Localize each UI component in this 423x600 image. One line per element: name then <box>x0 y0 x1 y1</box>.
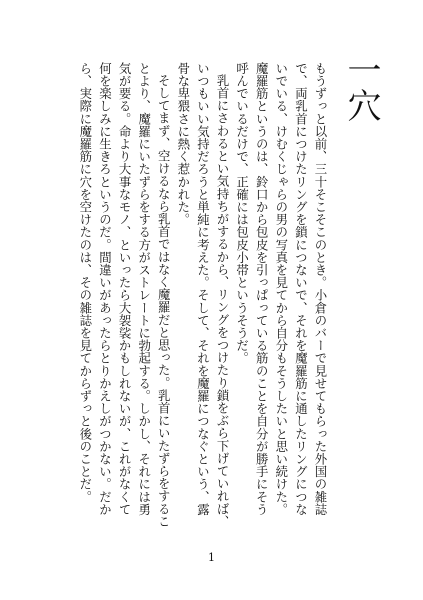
paragraph: もうずっと以前、三十そこそこのとき。小倉のバーで見せてもらった外国の雑誌で、両乳首につけたリングを鎖につないで、それを魔羅筋に通したリングにつないでいる、けむくじゃらの男の写真を見てから自分もそうしたいと思い続けた。魔羅筋というのは、鈴口から包皮を引っぱっている筋のことを自分が勝手にそう呼んでいるだけで、正確には包皮小帯というそうだ。 <box>234 62 328 516</box>
chapter-title: 一穴 <box>341 52 381 124</box>
paragraph: そしてまず、空けるなら乳首ではなく魔羅だと思った。乳首にいたずらをすることより、魔羅にいたずらをする方がストレートに勃起する。しかし、それには勇気が要る。命より大事なモノ、といったら大袈裟かもしれないが、これがなくて何を楽しみに生きろというのだ。間違いがあったらとりかえしがつかない。だから、実際に魔羅筋に穴を空けたのは、その雑誌を見てからずっと後のことだ。 <box>77 62 172 528</box>
page-number: 1 <box>208 551 215 564</box>
body-text <box>52 62 330 528</box>
paragraph: 乳首にさわるとい気持ちがするから、リングをつけたり鎖をぶら下げていれば、いつもいい気持だろうと単純に考えた。そして、それを魔羅につなぐという、露骨な卑猥さに熱く惹かれた。 <box>175 62 231 528</box>
